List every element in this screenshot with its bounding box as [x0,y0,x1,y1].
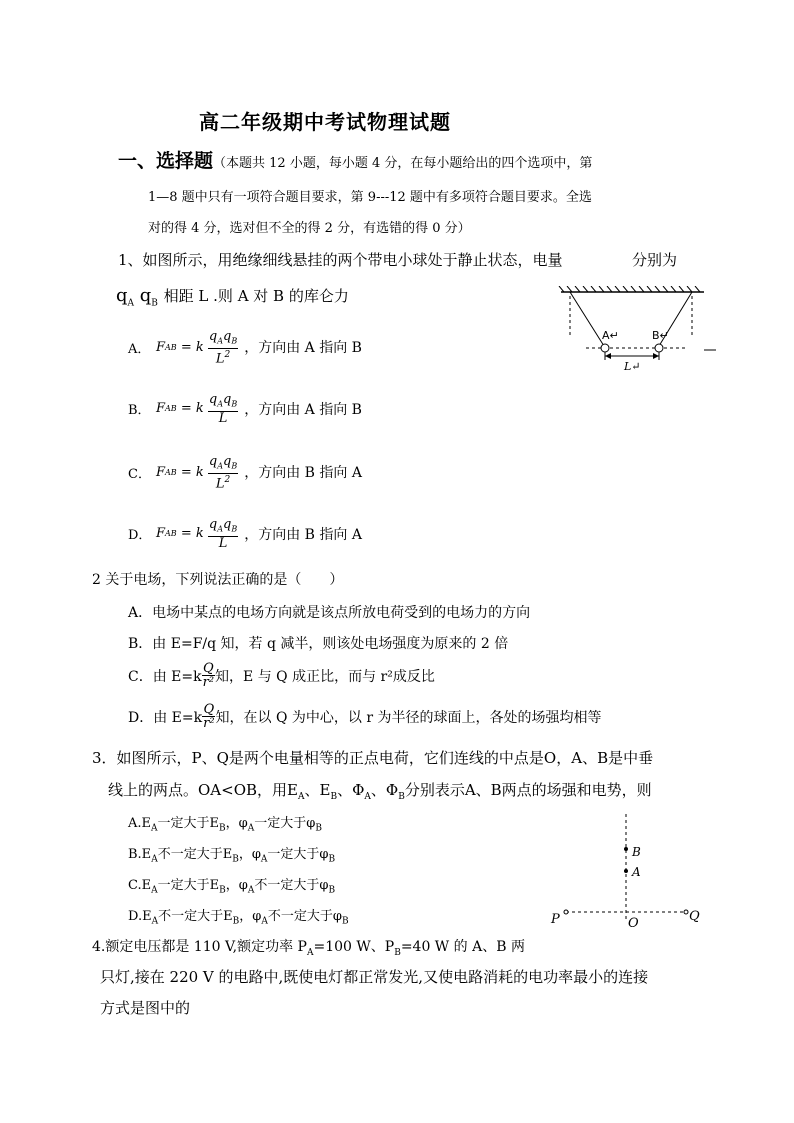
qb-sub: B [151,298,158,309]
q-over-r2-fraction: $\frac{Q}{\text{r²}}$ [203,702,215,731]
section-heading: 一、选择题 [118,150,214,172]
q3-charges-figure [546,812,706,932]
q3-stem-line2: 线上的两点。OA<OB，用$E_A$、$E_B$、$\Phi_A$、$\Phi_B$分别表示A、B两点的场强和电势，则 [108,781,652,802]
q2-option-a[interactable]: A．电场中某点的电场方向就是该点所放电荷受到的电场力的方向 [128,605,531,621]
option-text: ，方向由 B 指向 A [244,526,362,543]
option-label: B． [128,403,151,419]
qb-symbol: q [139,285,152,306]
page-title: 高二年级期中考试物理试题 [199,110,451,134]
option-label: A． [128,341,151,357]
section-instructions-3: 对的得 4 分，选对但不全的得 2 分，有选错的得 0 分） [148,221,471,236]
q3-option-a[interactable]: $A.E_A$一定大于$E_B$，$\varphi_A$一定大于$\varphi_B$ [128,816,322,834]
option-c-suffix: 知，E 与 Q 成正比，而与 r²成反比 [215,668,435,685]
q1-option-b[interactable] [128,393,362,425]
coulomb-formula: F AB = k $\frac{q_Aq_B}{L}$ [156,517,238,551]
q1-option-d[interactable] [128,518,362,550]
q1-option-a[interactable] [128,330,362,365]
midpoint-o-label: O [628,916,639,931]
q3-option-b[interactable]: $B.E_A$不一定大于$E_B$，$\varphi_A$一定大于$\varphi_B$ [128,847,336,865]
option-d-prefix: D．由 E=k [128,709,203,726]
option-label: D． [128,528,152,544]
option-text: ，方向由 A 指向 B [244,340,362,357]
ball-b-label: B↵ [652,329,669,342]
q2-option-c[interactable] [128,662,435,689]
charge-q-label: Q [689,909,700,924]
q1-pendulum-figure [556,286,726,376]
coulomb-formula: F AB = k $\frac{q_Aq_B}{L^2}$ [156,329,238,366]
coulomb-formula: F AB = k $\frac{q_Aq_B}{L^2}$ [156,454,238,491]
q2-option-b[interactable]: B．由 E=F/q 知，若 q 减半，则该处电场强度为原来的 2 倍 [128,636,509,652]
section-instructions-1: （本题共 12 小题，每小题 4 分，在每小题给出的四个选项中，第 [213,156,593,171]
ball-a-label: A↵ [602,329,619,342]
option-d-suffix: 知，在以 Q 为中心，以 r 为半径的球面上，各处的场强均相等 [215,709,602,726]
q-over-r2-fraction: $\frac{Q}{\text{r²}}$ [202,661,215,690]
section-heading-row [118,146,592,173]
q4-stem-line2: 只灯,接在 220 V 的电路中,既使电灯都正常发光,又使电路消耗的电功率最小的连接 [100,968,649,986]
distance-label: L↵ [624,360,641,373]
q2-option-d[interactable] [128,703,602,730]
coulomb-formula: F AB = k $\frac{q_Aq_B}{L}$ [156,392,238,426]
charge-p-label: P [551,912,560,927]
option-c-prefix: C．由 E=k [128,668,202,685]
section-instructions-2: 1—8 题中只有一项符合题目要求，第 9---12 题中有多项符合题目要求。全选 [148,190,592,205]
option-label: C． [128,466,151,482]
q3-option-d[interactable]: $D.E_A$不一定大于$E_B$，$\varphi_A$不一定大于$\varphi_B$ [128,909,349,927]
q1-option-c[interactable] [128,455,362,490]
point-a-label: A [632,865,641,879]
q2-stem: 2 关于电场，下列说法正确的是（ ） [92,572,344,588]
q3-stem-line1: 3．如图所示，P、Q是两个电量相等的正点电荷，它们连线的中点是O，A、B是中垂 [92,749,654,767]
q1-stem-line1: 1、如图所示，用绝缘细线悬挂的两个带电小球处于静止状态，电量 [118,251,563,269]
qa-sub: A [127,298,135,309]
q4-stem-line3: 方式是图中的 [100,999,191,1017]
q1-stem-line2 [116,285,349,309]
q1-line2-text: 相距 L .则 A 对 B 的库仑力 [163,287,349,305]
q4-stem-line1: 4.额定电压都是 110 V,额定功率 $P_A=100$ W、$P_B=40$ W 的 A、B 两 [92,939,525,958]
qa-symbol: q [116,285,128,306]
q3-option-c[interactable]: $C.E_A$一定大于$E_B$，$\varphi_A$不一定大于$\varphi_B$ [128,878,336,896]
option-text: ，方向由 A 指向 B [244,401,362,418]
point-b-label: B [632,845,641,859]
option-text: ，方向由 B 指向 A [244,465,362,482]
q1-stem-line1b: 分别为 [632,251,678,269]
